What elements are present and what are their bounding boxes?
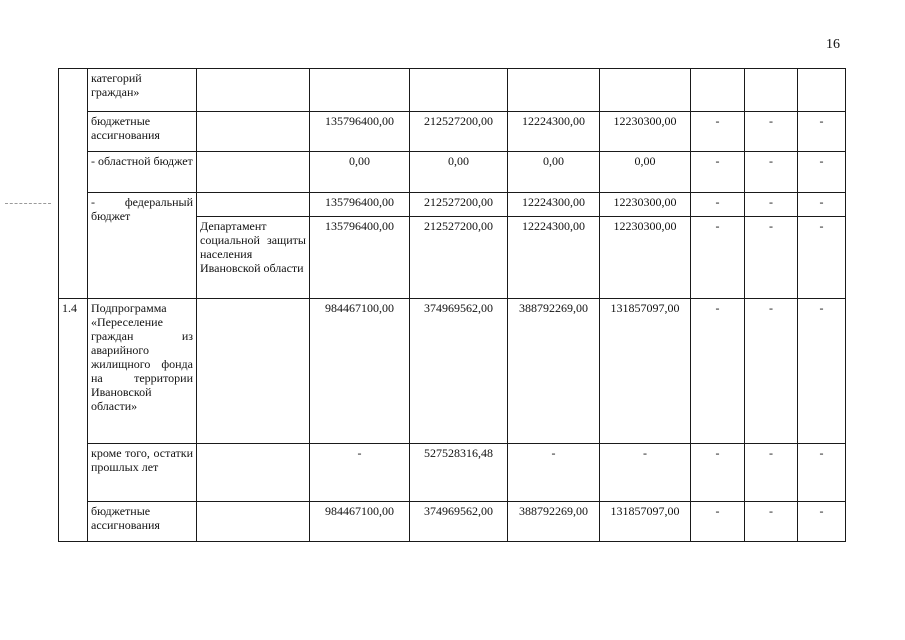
cell-value-6: -	[745, 112, 798, 152]
row-name: бюджетные ассигнования	[88, 502, 197, 542]
table-row	[59, 112, 846, 152]
cell-value-4: 12230300,00	[600, 193, 691, 217]
table-row	[59, 152, 846, 193]
cell-value-6: -	[745, 152, 798, 193]
cell-value-5: -	[691, 299, 745, 444]
cell-value-4	[600, 69, 691, 112]
row-index: 1.4	[59, 299, 88, 542]
row-executor: Департамент социальной защиты населения Ивановской области	[197, 217, 310, 299]
cell-value-3: 12224300,00	[508, 112, 600, 152]
cell-value-2: 374969562,00	[410, 299, 508, 444]
row-executor	[197, 193, 310, 217]
cell-value-7: -	[798, 152, 846, 193]
cell-value-1: 135796400,00	[310, 112, 410, 152]
row-executor	[197, 69, 310, 112]
cell-value-5: -	[691, 193, 745, 217]
budget-table	[58, 68, 846, 542]
row-name: кроме того, остатки прошлых лет	[88, 444, 197, 502]
row-executor	[197, 152, 310, 193]
table-row	[59, 299, 846, 444]
cell-value-6: -	[745, 444, 798, 502]
cell-value-1: 135796400,00	[310, 217, 410, 299]
cell-value-2: 212527200,00	[410, 217, 508, 299]
cell-value-3: 388792269,00	[508, 299, 600, 444]
row-name: - федеральный бюджет	[88, 193, 197, 299]
cell-value-1: 984467100,00	[310, 299, 410, 444]
cell-value-2: 527528316,48	[410, 444, 508, 502]
row-name: Подпрограмма «Переселение граждан из аварийного жилищного фонда на территории Ивановской области»	[88, 299, 197, 444]
cell-value-4: 0,00	[600, 152, 691, 193]
cell-value-1: 0,00	[310, 152, 410, 193]
row-executor	[197, 502, 310, 542]
cell-value-3: 0,00	[508, 152, 600, 193]
table-row	[59, 444, 846, 502]
cell-value-4: -	[600, 444, 691, 502]
row-executor	[197, 444, 310, 502]
cell-value-6: -	[745, 299, 798, 444]
cell-value-7: -	[798, 217, 846, 299]
cell-value-5: -	[691, 217, 745, 299]
cell-value-6: -	[745, 502, 798, 542]
cell-value-7: -	[798, 299, 846, 444]
row-executor	[197, 112, 310, 152]
cell-value-1: 135796400,00	[310, 193, 410, 217]
cell-value-7: -	[798, 112, 846, 152]
page-number: 16	[826, 37, 840, 52]
cell-value-2: 212527200,00	[410, 112, 508, 152]
cell-value-5: -	[691, 444, 745, 502]
table-row	[59, 193, 846, 217]
cell-value-3: 12224300,00	[508, 193, 600, 217]
row-executor	[197, 299, 310, 444]
cell-value-5: -	[691, 112, 745, 152]
cell-value-3: 388792269,00	[508, 502, 600, 542]
cell-value-7: -	[798, 502, 846, 542]
cell-value-2: 212527200,00	[410, 193, 508, 217]
table-row	[59, 69, 846, 112]
cell-value-1: 984467100,00	[310, 502, 410, 542]
cell-value-7: -	[798, 444, 846, 502]
cell-value-4: 12230300,00	[600, 217, 691, 299]
cell-value-5: -	[691, 502, 745, 542]
cell-value-5	[691, 69, 745, 112]
cell-value-5: -	[691, 152, 745, 193]
cell-value-2: 374969562,00	[410, 502, 508, 542]
cell-value-3	[508, 69, 600, 112]
cell-value-1: -	[310, 444, 410, 502]
cell-value-3: 12224300,00	[508, 217, 600, 299]
cell-value-4: 12230300,00	[600, 112, 691, 152]
table-row	[59, 502, 846, 542]
cell-value-6	[745, 69, 798, 112]
row-name: категорий граждан»	[88, 69, 197, 112]
cell-value-1	[310, 69, 410, 112]
row-index	[59, 69, 88, 299]
cell-value-4: 131857097,00	[600, 502, 691, 542]
cell-value-4: 131857097,00	[600, 299, 691, 444]
scan-artifact-line	[5, 203, 51, 204]
cell-value-7	[798, 69, 846, 112]
row-name: - областной бюджет	[88, 152, 197, 193]
cell-value-3: -	[508, 444, 600, 502]
cell-value-7: -	[798, 193, 846, 217]
cell-value-2	[410, 69, 508, 112]
cell-value-6: -	[745, 193, 798, 217]
cell-value-2: 0,00	[410, 152, 508, 193]
cell-value-6: -	[745, 217, 798, 299]
row-name: бюджетные ассигнования	[88, 112, 197, 152]
